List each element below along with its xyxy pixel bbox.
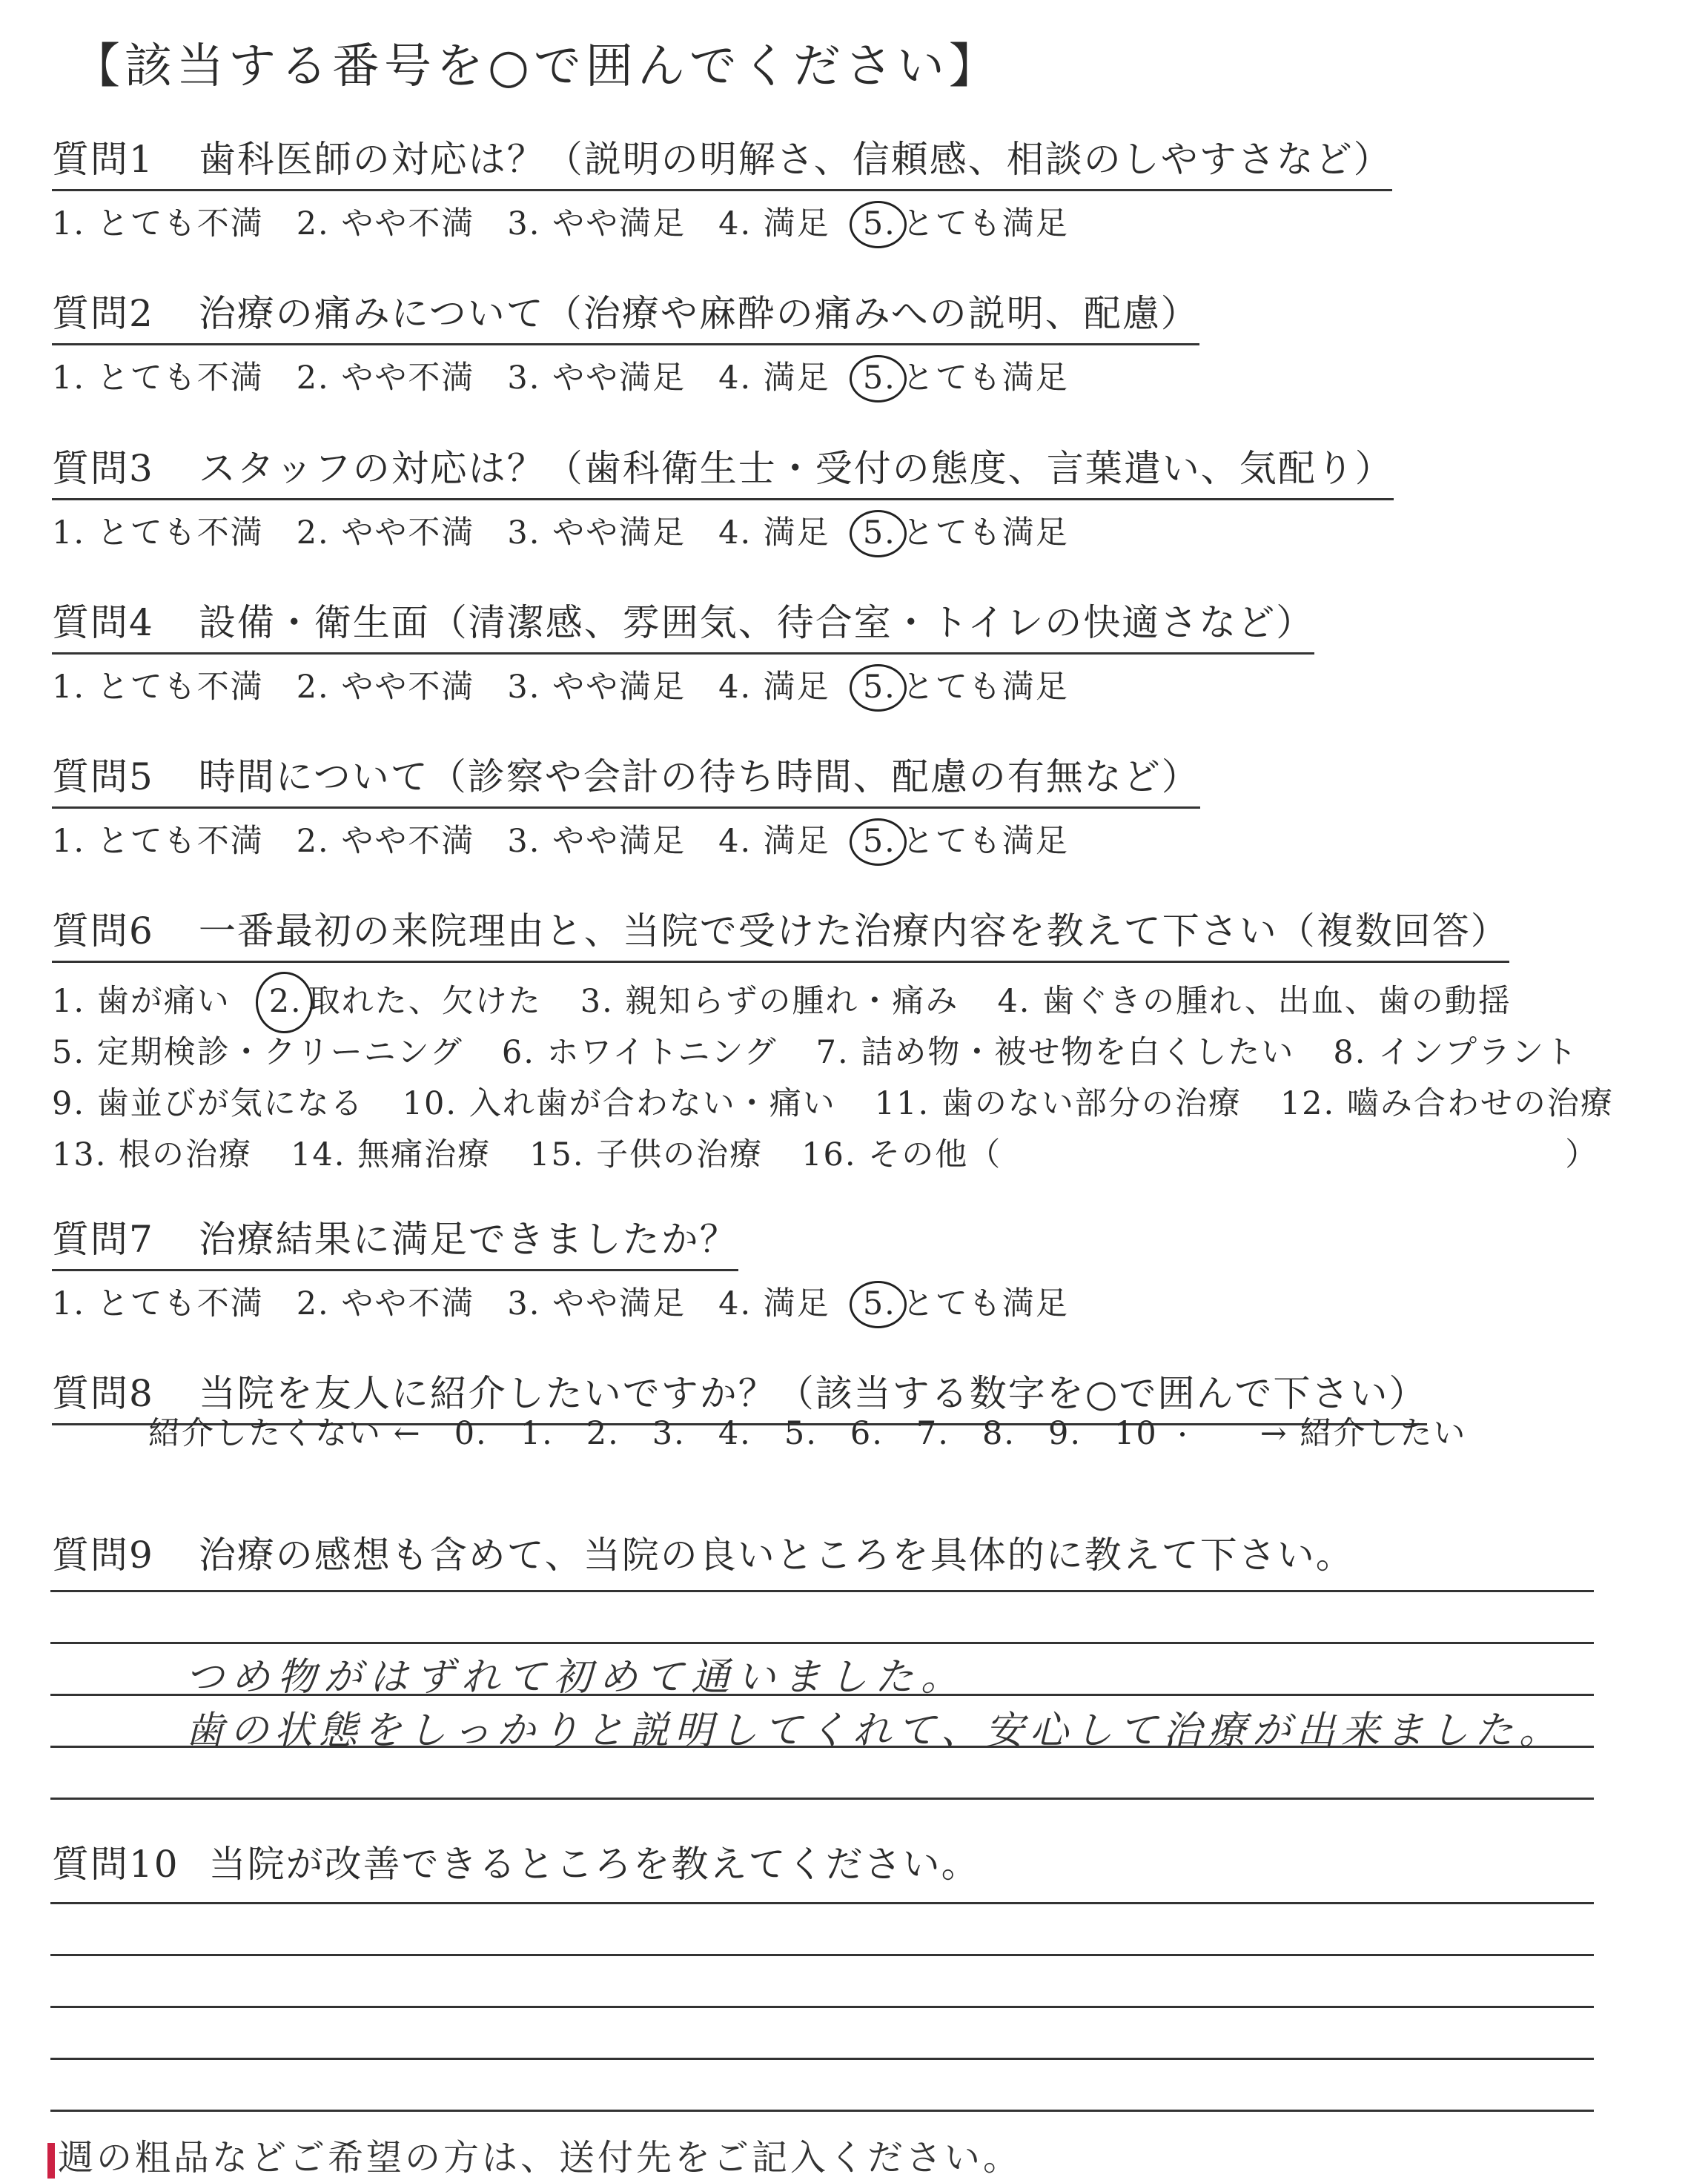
option-3[interactable]: 3. やや満足 <box>507 514 686 551</box>
question-6-title: 質問6 一番最初の来院理由と、当院で受けた治療内容を教えて下さい（複数回答） <box>52 901 1509 963</box>
reason-9[interactable]: 9. 歯並びが気になる <box>52 1085 364 1122</box>
score-2[interactable]: 2. <box>586 1415 620 1452</box>
question-2-options <box>52 353 1199 398</box>
option-2[interactable]: 2. やや不満 <box>296 514 475 551</box>
question-7-title: 質問7 治療結果に満足できましたか？ <box>52 1210 738 1271</box>
reason-row-2 <box>52 1027 1652 1079</box>
question-10-title: 質問10 当院が改善できるところを教えてください。 <box>52 1843 980 1886</box>
option-2[interactable]: 2. やや不満 <box>296 205 475 242</box>
score-5[interactable]: 5. <box>784 1415 818 1452</box>
red-mark <box>47 2143 55 2179</box>
reason-5[interactable]: 5. 定期検診・クリーニング <box>52 1034 463 1071</box>
question-4 <box>52 593 1314 707</box>
selection-circle <box>1180 1432 1185 1437</box>
option-2[interactable]: 2. やや不満 <box>296 360 475 397</box>
option-5-selected[interactable]: 5. とても満足 <box>863 199 1069 244</box>
question-9 <box>52 1525 1354 1585</box>
reason-row-1 <box>52 976 1652 1027</box>
score-8[interactable]: 8. <box>982 1415 1016 1452</box>
option-5-selected[interactable]: 5. とても満足 <box>863 662 1069 707</box>
option-3[interactable]: 3. やや満足 <box>507 360 686 397</box>
reason-row-3 <box>52 1079 1652 1130</box>
question-5-title: 質問5 時間について（診察や会計の待ち時間、配慮の有無など） <box>52 747 1200 809</box>
question-6-options <box>52 976 1652 1181</box>
question-9-title: 質問9 治療の感想も含めて、当院の良いところを具体的に教えて下さい。 <box>52 1534 1354 1577</box>
option-4[interactable]: 4. 満足 <box>718 514 830 551</box>
reason-15[interactable]: 15. 子供の治療 <box>529 1136 764 1173</box>
option-3[interactable]: 3. やや満足 <box>507 823 686 860</box>
answer-line <box>50 1902 1594 1904</box>
score-9[interactable]: 9. <box>1047 1415 1082 1452</box>
question-1 <box>52 130 1392 244</box>
question-4-title: 質問4 設備・衛生面（清潔感、雰囲気、待合室・トイレの快適さなど） <box>52 593 1314 655</box>
option-5-selected[interactable]: 5. とても満足 <box>863 1279 1069 1324</box>
handwritten-answer-line-2: 歯の状態をしっかりと説明してくれて、安心して治療が出来ました。 <box>185 1709 1563 1753</box>
option-1[interactable]: 1. とても不満 <box>52 823 264 860</box>
question-5-options <box>52 816 1200 861</box>
reason-4[interactable]: 4. 歯ぐきの腫れ、出血、歯の動揺 <box>997 983 1512 1020</box>
reason-row-4 <box>52 1130 1652 1181</box>
answer-line <box>50 2006 1594 2008</box>
reason-12[interactable]: 12. 嚙み合わせの治療 <box>1280 1085 1614 1122</box>
reason-14[interactable]: 14. 無痛治療 <box>291 1136 491 1173</box>
score-10-selected[interactable]: 10 <box>1114 1415 1228 1452</box>
score-4[interactable]: 4. <box>718 1415 752 1452</box>
recommend-right-label: → 紹介したい <box>1260 1415 1467 1452</box>
answer-line <box>50 2058 1594 2060</box>
score-1[interactable]: 1. <box>520 1415 554 1452</box>
option-5-selected[interactable]: 5. とても満足 <box>863 816 1069 861</box>
option-1[interactable]: 1. とても不満 <box>52 1285 264 1322</box>
score-7[interactable]: 7. <box>916 1415 950 1452</box>
reason-2-selected[interactable]: 2. 取れた、欠けた <box>269 976 542 1027</box>
answer-line <box>50 1798 1594 1800</box>
question-4-options <box>52 662 1314 707</box>
option-1[interactable]: 1. とても不満 <box>52 514 264 551</box>
question-7 <box>52 1210 1069 1324</box>
reason-16-other[interactable]: 16. その他（ ） <box>801 1136 1599 1173</box>
reason-3[interactable]: 3. 親知らずの腫れ・痛み <box>580 983 959 1020</box>
reason-7[interactable]: 7. 詰め物・被せ物を白くしたい <box>815 1034 1295 1071</box>
option-2[interactable]: 2. やや不満 <box>296 823 475 860</box>
score-0[interactable]: 0. <box>454 1415 488 1452</box>
question-3-options <box>52 508 1394 553</box>
reason-6[interactable]: 6. ホワイトニング <box>501 1034 778 1071</box>
footer-note: 週の粗品などご希望の方は、送付先をご記入ください。 <box>47 2129 1022 2180</box>
score-3[interactable]: 3. <box>652 1415 686 1452</box>
answer-line <box>50 2110 1594 2112</box>
option-4[interactable]: 4. 満足 <box>718 205 830 242</box>
option-4[interactable]: 4. 満足 <box>718 1285 830 1322</box>
option-1[interactable]: 1. とても不満 <box>52 360 264 397</box>
option-3[interactable]: 3. やや満足 <box>507 1285 686 1322</box>
option-2[interactable]: 2. やや不満 <box>296 1285 475 1322</box>
question-3 <box>52 439 1394 553</box>
option-5-selected[interactable]: 5. とても満足 <box>863 508 1069 553</box>
option-1[interactable]: 1. とても不満 <box>52 669 264 706</box>
answer-line <box>50 1954 1594 1956</box>
question-3-title: 質問3 スタッフの対応は？（歯科衛生士・受付の態度、言葉遣い、気配り） <box>52 439 1394 500</box>
question-1-options <box>52 199 1392 244</box>
recommend-scale <box>148 1408 1499 1454</box>
option-4[interactable]: 4. 満足 <box>718 669 830 706</box>
reason-8[interactable]: 8. インプラント <box>1333 1034 1579 1071</box>
question-7-options <box>52 1279 1069 1324</box>
option-2[interactable]: 2. やや不満 <box>296 669 475 706</box>
reason-13[interactable]: 13. 根の治療 <box>52 1136 253 1173</box>
option-4[interactable]: 4. 満足 <box>718 360 830 397</box>
form-heading: 【該当する番号を○で囲んでください】 <box>73 39 1001 94</box>
question-8-title: 質問8 当院を友人に紹介したいですか？（該当する数字を○で囲んで下さい） <box>52 1364 1427 1425</box>
option-3[interactable]: 3. やや満足 <box>507 669 686 706</box>
option-3[interactable]: 3. やや満足 <box>507 205 686 242</box>
question-1-title: 質問1 歯科医師の対応は？（説明の明解さ、信頼感、相談のしやすさなど） <box>52 130 1392 191</box>
handwritten-answer-line-1: つめ物がはずれて初めて通いました。 <box>185 1655 967 1700</box>
option-5-selected[interactable]: 5. とても満足 <box>863 353 1069 398</box>
question-10 <box>52 1835 980 1894</box>
reason-1[interactable]: 1. 歯が痛い <box>52 983 231 1020</box>
answer-line <box>50 1590 1594 1592</box>
reason-10[interactable]: 10. 入れ歯が合わない・痛い <box>402 1085 836 1122</box>
option-4[interactable]: 4. 満足 <box>718 823 830 860</box>
option-1[interactable]: 1. とても不満 <box>52 205 264 242</box>
recommend-left-label: 紹介したくない ← <box>148 1415 422 1452</box>
reason-11[interactable]: 11. 歯のない部分の治療 <box>874 1085 1242 1122</box>
question-6 <box>52 901 1652 1181</box>
question-2-title: 質問2 治療の痛みについて（治療や麻酔の痛みへの説明、配慮） <box>52 284 1199 345</box>
score-6[interactable]: 6. <box>850 1415 884 1452</box>
answer-line <box>50 1642 1594 1644</box>
question-2 <box>52 284 1199 398</box>
question-5 <box>52 747 1200 861</box>
